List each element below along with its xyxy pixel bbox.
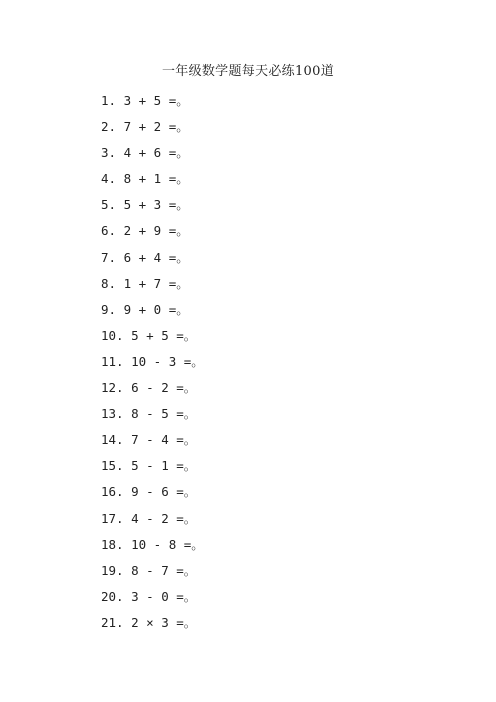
problem-item: 20. 3 - 0 =。 bbox=[101, 588, 197, 604]
problem-item: 21. 2 × 3 =。 bbox=[101, 614, 197, 630]
problem-item: 10. 5 + 5 =。 bbox=[101, 327, 197, 343]
problem-item: 11. 10 - 3 =。 bbox=[101, 353, 204, 369]
problem-item: 8. 1 + 7 =。 bbox=[101, 275, 189, 291]
problem-item: 18. 10 - 8 =。 bbox=[101, 536, 204, 552]
problem-item: 12. 6 - 2 =。 bbox=[101, 380, 197, 396]
problem-item: 3. 4 + 6 =。 bbox=[101, 145, 189, 161]
problem-item: 19. 8 - 7 =。 bbox=[101, 562, 197, 578]
document-title: 一年级数学题每天必练100道 bbox=[161, 64, 334, 79]
problem-item: 13. 8 - 5 =。 bbox=[101, 406, 197, 422]
problem-item: 9. 9 + 0 =。 bbox=[101, 301, 189, 317]
problem-list bbox=[101, 92, 204, 640]
problem-item: 2. 7 + 2 =。 bbox=[101, 119, 189, 135]
problem-item: 15. 5 - 1 =。 bbox=[101, 458, 197, 474]
problem-item: 5. 5 + 3 =。 bbox=[101, 197, 189, 213]
problem-item: 6. 2 + 9 =。 bbox=[101, 223, 189, 239]
problem-item: 16. 9 - 6 =。 bbox=[101, 484, 197, 500]
problem-item: 1. 3 + 5 =。 bbox=[101, 93, 189, 108]
problem-item: 14. 7 - 4 =。 bbox=[101, 432, 197, 448]
problem-item: 4. 8 + 1 =。 bbox=[101, 171, 189, 187]
problem-item: 17. 4 - 2 =。 bbox=[101, 510, 197, 526]
problem-item: 7. 6 + 4 =。 bbox=[101, 249, 189, 265]
